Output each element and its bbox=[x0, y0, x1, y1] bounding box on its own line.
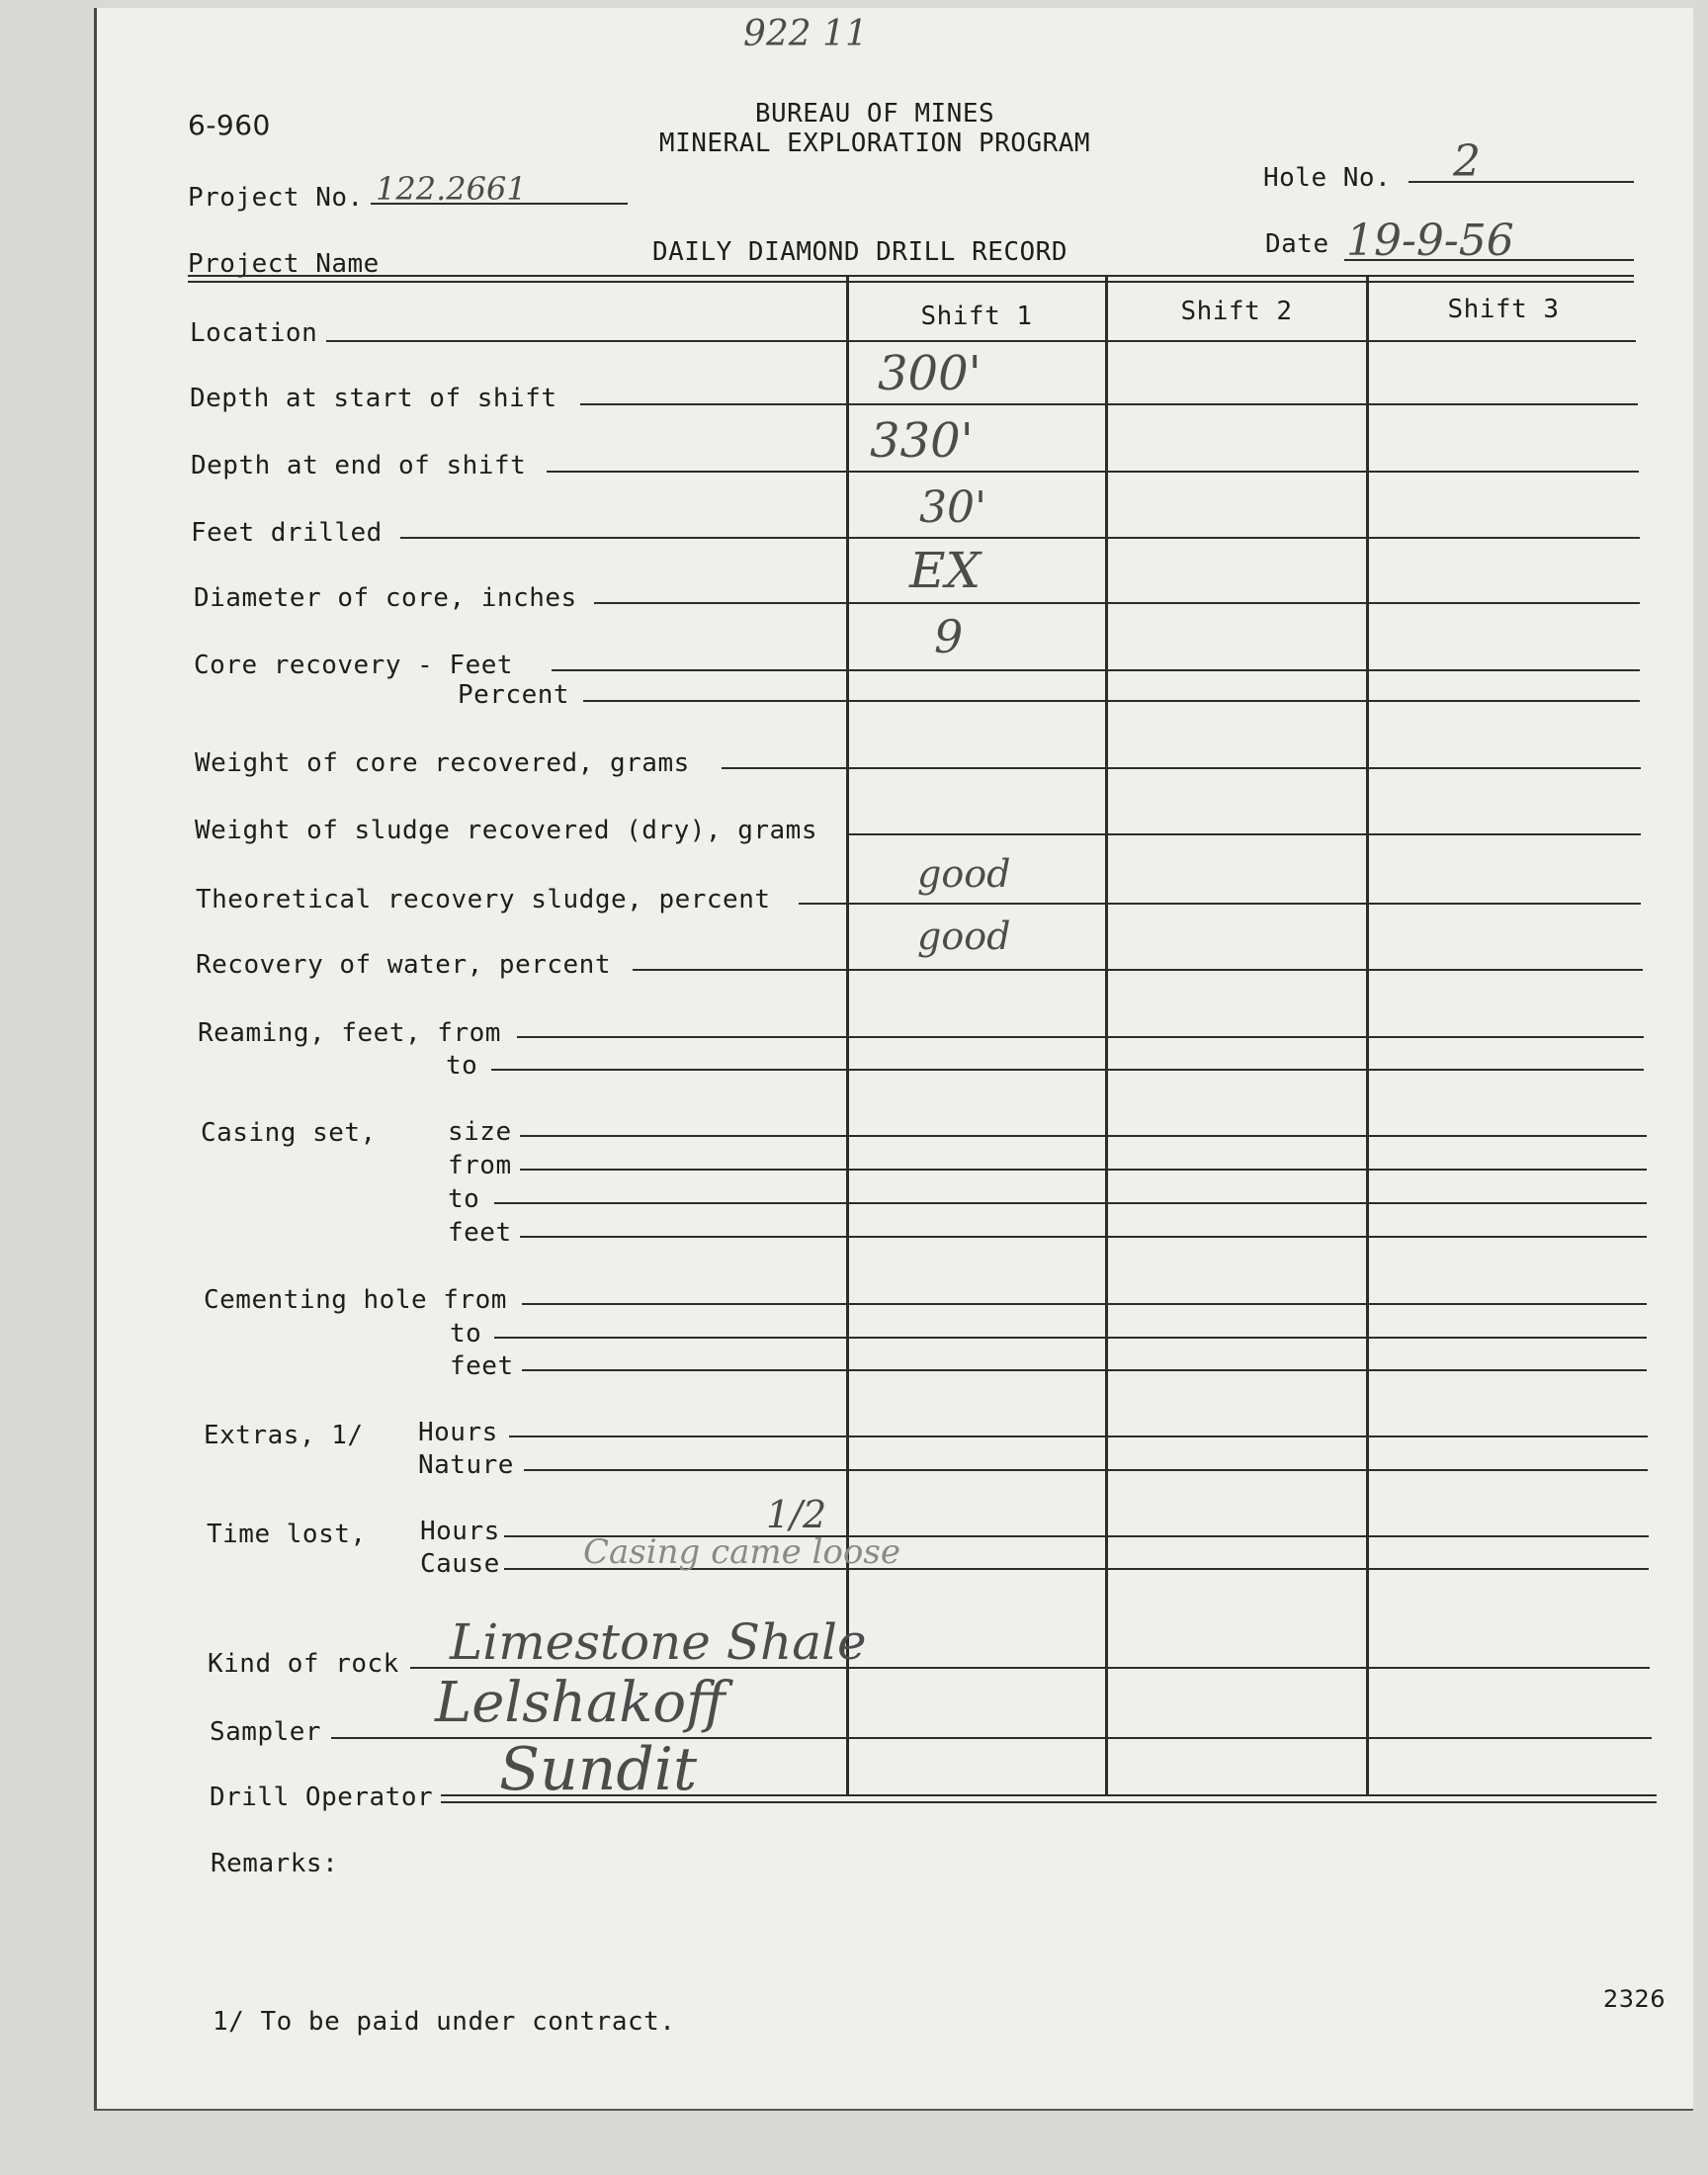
record-title: DAILY DIAMOND DRILL RECORD bbox=[652, 237, 1068, 267]
depth-start-line bbox=[580, 403, 1638, 405]
program-title: MINERAL EXPLORATION PROGRAM bbox=[658, 129, 1091, 158]
cementing-label: Cementing hole from bbox=[204, 1285, 507, 1315]
extras-label: Extras, 1/ bbox=[204, 1421, 364, 1450]
cementing-feet-label: feet bbox=[450, 1351, 514, 1381]
operator-value: Sundit bbox=[499, 1735, 698, 1804]
hole-no-line bbox=[1409, 181, 1634, 183]
depth-end-value: 330' bbox=[870, 413, 974, 469]
top-scribble: 922 11 bbox=[743, 14, 868, 54]
casing-feet-line bbox=[520, 1236, 1647, 1238]
core-recovery-value: 9 bbox=[934, 610, 964, 663]
time-lost-label: Time lost, bbox=[207, 1520, 367, 1549]
date-label: Date bbox=[1265, 229, 1329, 259]
operator-label: Drill Operator bbox=[210, 1783, 434, 1812]
core-recovery-label: Core recovery - Feet bbox=[194, 651, 514, 680]
casing-to-label: to bbox=[448, 1184, 480, 1214]
cementing-to-line bbox=[494, 1337, 1647, 1339]
theoretical-line bbox=[799, 903, 1641, 905]
footnote: 1/ To be paid under contract. bbox=[213, 2007, 676, 2037]
casing-to-line bbox=[494, 1202, 1647, 1204]
depth-end-line bbox=[547, 471, 1639, 473]
time-hours-label: Hours bbox=[420, 1517, 500, 1546]
depth-start-value: 300' bbox=[878, 346, 982, 401]
page-number: 2326 bbox=[1603, 1985, 1666, 2013]
weight-core-line bbox=[722, 767, 1641, 769]
cementing-feet-line bbox=[522, 1369, 1647, 1371]
sampler-value: Lelshakoff bbox=[435, 1671, 726, 1735]
reaming-label: Reaming, feet, from bbox=[198, 1018, 501, 1048]
casing-size-line bbox=[520, 1135, 1647, 1137]
weight-core-label: Weight of core recovered, grams bbox=[195, 748, 690, 778]
sampler-label: Sampler bbox=[210, 1717, 322, 1747]
theoretical-label: Theoretical recovery sludge, percent bbox=[196, 885, 771, 914]
location-label: Location bbox=[190, 318, 318, 348]
diameter-label: Diameter of core, inches bbox=[194, 583, 577, 613]
reaming-to-label: to bbox=[446, 1051, 478, 1081]
casing-from-line bbox=[520, 1169, 1647, 1171]
water-label: Recovery of water, percent bbox=[196, 950, 611, 980]
project-name-label: Project Name bbox=[188, 249, 380, 279]
hole-no-label: Hole No. bbox=[1263, 163, 1392, 193]
weight-sludge-line bbox=[848, 833, 1641, 835]
theoretical-value: good bbox=[917, 852, 1011, 896]
feet-drilled-label: Feet drilled bbox=[191, 518, 383, 548]
depth-start-label: Depth at start of shift bbox=[190, 384, 557, 413]
core-recovery-line bbox=[552, 669, 1640, 671]
extras-hours-line bbox=[509, 1436, 1648, 1437]
depth-end-label: Depth at end of shift bbox=[191, 451, 527, 480]
shift-2-header: Shift 2 bbox=[1180, 297, 1293, 326]
water-line bbox=[633, 969, 1643, 971]
location-line bbox=[326, 340, 1636, 342]
water-value: good bbox=[917, 914, 1011, 958]
percent-label: Percent bbox=[458, 680, 570, 710]
agency-title: BUREAU OF MINES bbox=[754, 99, 995, 129]
cementing-from-line bbox=[522, 1303, 1647, 1305]
header-rule-1 bbox=[188, 275, 1634, 277]
project-no-value: 122.2661 bbox=[376, 170, 527, 208]
kind-rock-label: Kind of rock bbox=[208, 1649, 399, 1679]
header-rule-2 bbox=[188, 281, 1634, 283]
extras-nature-label: Nature bbox=[418, 1450, 514, 1480]
time-cause-label: Cause bbox=[420, 1549, 500, 1579]
hole-no-value: 2 bbox=[1453, 136, 1481, 187]
extras-hours-label: Hours bbox=[418, 1418, 498, 1447]
casing-from-label: from bbox=[448, 1151, 512, 1180]
date-line bbox=[1344, 259, 1634, 261]
form-number: 6-960 bbox=[188, 109, 271, 141]
reaming-to-line bbox=[491, 1069, 1644, 1071]
reaming-from-line bbox=[517, 1036, 1644, 1038]
project-no-label: Project No. bbox=[188, 183, 364, 213]
extras-nature-line bbox=[524, 1469, 1648, 1471]
feet-drilled-value: 30' bbox=[919, 482, 987, 533]
time-cause-value: Casing came loose bbox=[583, 1532, 900, 1572]
cementing-to-label: to bbox=[450, 1319, 482, 1348]
diameter-line bbox=[594, 602, 1640, 604]
percent-line bbox=[583, 700, 1640, 702]
casing-feet-label: feet bbox=[448, 1218, 512, 1248]
weight-sludge-label: Weight of sludge recovered (dry), grams bbox=[195, 816, 817, 845]
feet-drilled-line bbox=[400, 537, 1640, 539]
casing-label: Casing set, bbox=[201, 1118, 377, 1148]
casing-size-label: size bbox=[448, 1117, 512, 1147]
diameter-value: EX bbox=[909, 542, 982, 599]
shift-3-header: Shift 3 bbox=[1447, 295, 1560, 324]
shift-1-header: Shift 1 bbox=[920, 302, 1033, 331]
remarks-label: Remarks: bbox=[211, 1849, 339, 1878]
kind-rock-value: Limestone Shale bbox=[450, 1613, 867, 1671]
time-hours-value: 1/2 bbox=[766, 1493, 827, 1536]
date-value: 19-9-56 bbox=[1346, 216, 1514, 266]
